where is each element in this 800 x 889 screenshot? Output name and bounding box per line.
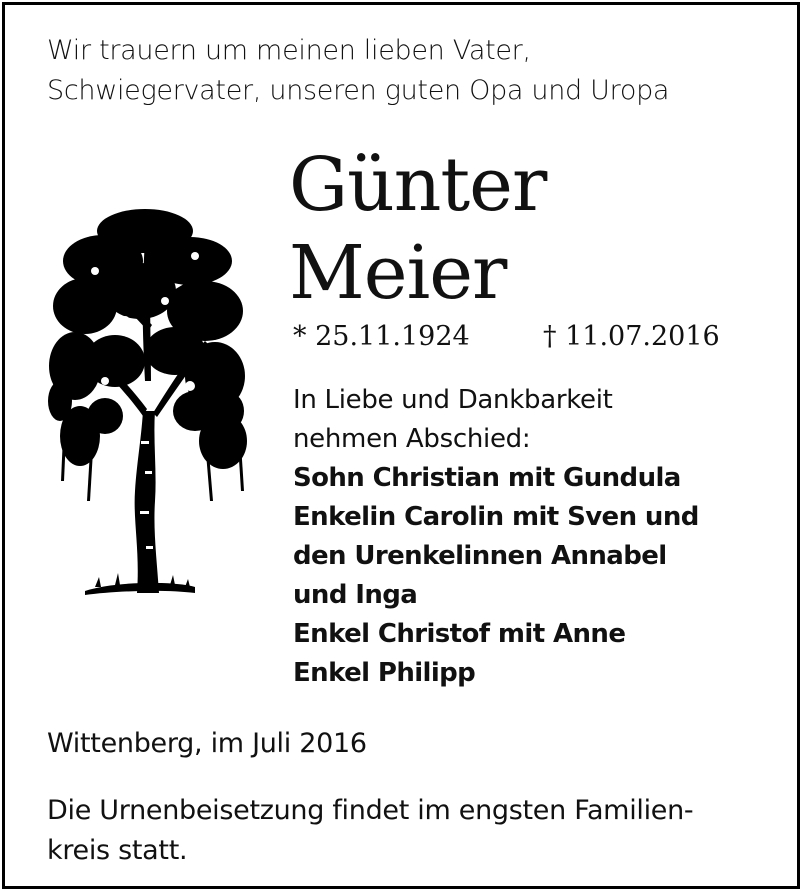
mourners-block <box>293 381 699 693</box>
death-date: † 11.07.2016 <box>543 321 720 352</box>
mourner-line: Enkelin Carolin mit Sven und <box>293 502 699 532</box>
deceased-last-name: Meier <box>289 230 507 316</box>
funeral-line-2: kreis statt. <box>47 835 188 866</box>
mourners-intro-line-2: nehmen Abschied: <box>293 424 531 454</box>
mourner-line: und Inga <box>293 580 418 610</box>
deceased-first-name: Günter <box>289 142 547 228</box>
mourners-intro-line-1: In Liebe und Dankbarkeit <box>293 385 613 415</box>
mourner-line: Enkel Christof mit Anne <box>293 619 626 649</box>
obituary-notice <box>2 2 800 889</box>
mourner-line: Enkel Philipp <box>293 658 476 688</box>
mourner-line: den Urenkelinnen Annabel <box>293 541 667 571</box>
intro-line-2: Schwiegervater, unseren guten Opa und Uropa <box>47 75 670 106</box>
life-dates <box>293 317 720 357</box>
birth-date: * 25.11.1924 <box>293 321 470 352</box>
funeral-line-1: Die Urnenbeisetzung findet im engsten Familien- <box>47 795 694 826</box>
place-date: Wittenberg, im Juli 2016 <box>47 728 367 759</box>
intro-text <box>47 31 669 111</box>
mourner-line: Sohn Christian mit Gundula <box>293 463 681 493</box>
funeral-note <box>47 791 693 871</box>
tree-icon <box>45 201 255 601</box>
intro-line-1: Wir trauern um meinen lieben Vater, <box>47 35 531 66</box>
